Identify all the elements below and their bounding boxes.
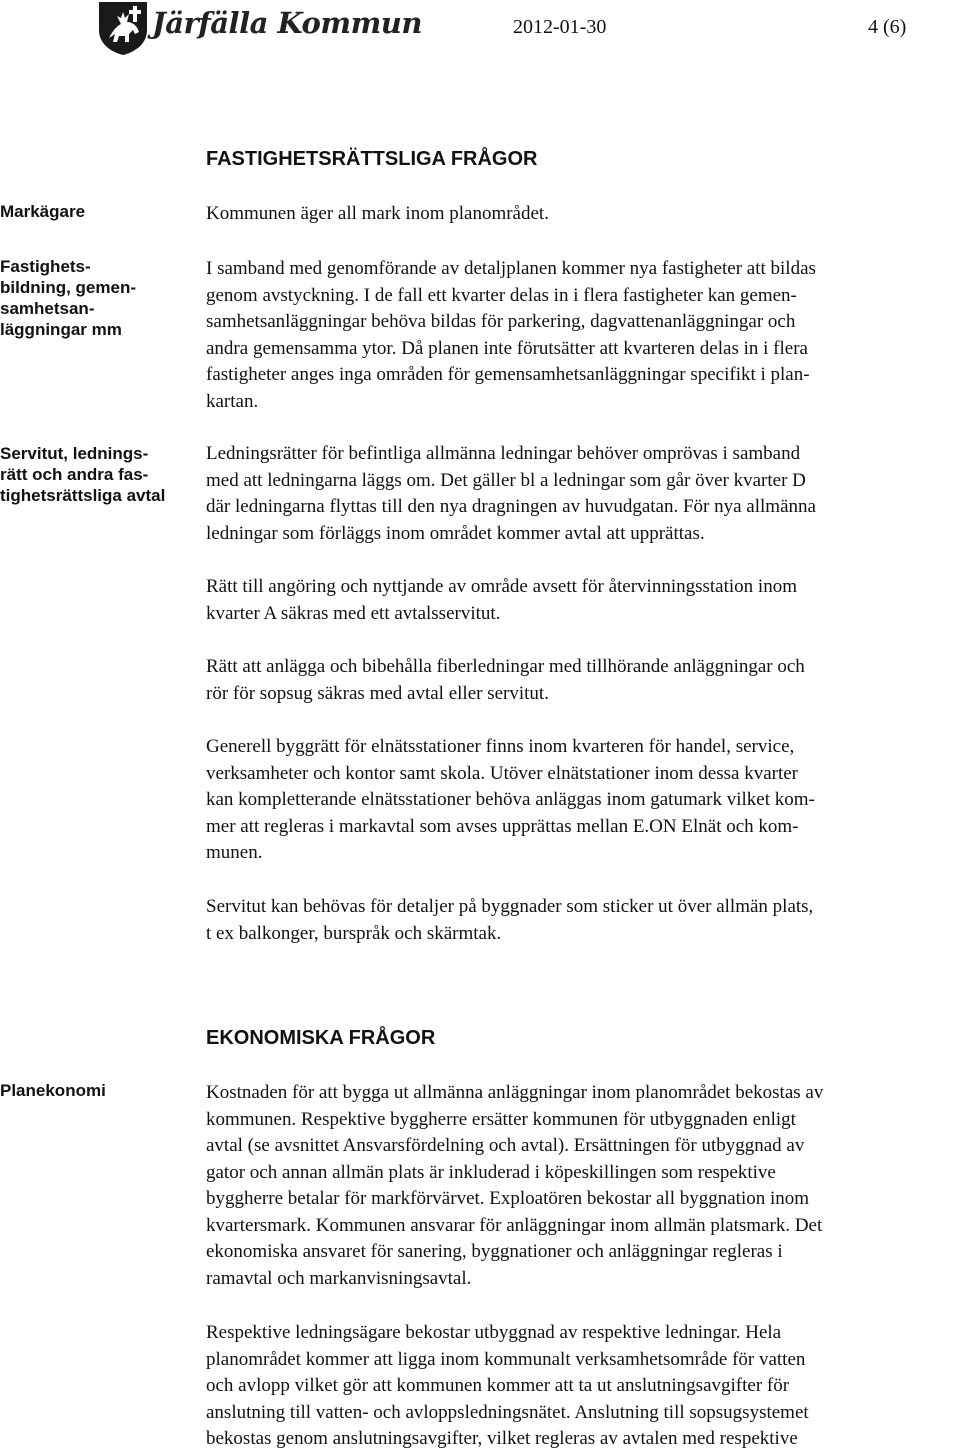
text-line: avtal (se avsnittet Ansvarsfördelning och avtal). Ersättningen för utbyggnad av	[206, 1135, 805, 1156]
paragraph-recycling-access	[206, 574, 958, 627]
sidebar-line: tighetsrättsliga avtal	[0, 486, 166, 505]
paragraph-plan-costs	[206, 1080, 958, 1292]
sidebar-label-fastighetsbildning	[0, 256, 200, 340]
text-line: kommunen. Respektive byggherre ersätter kommunen för utbyggnaden enligt	[206, 1108, 796, 1130]
sidebar-label-servitut	[0, 443, 200, 506]
sidebar-line: läggningar mm	[0, 320, 122, 339]
sidebar-label-markagare: Markägare	[0, 202, 86, 221]
text-line: munen.	[206, 842, 263, 863]
sidebar-line: Servitut, lednings-	[0, 444, 149, 463]
municipality-logo-wordmark: Järfälla Kommun	[152, 6, 422, 40]
text-line: Respektive ledningsägare bekostar utbyggnad av respektive ledningar. Hela	[206, 1322, 782, 1343]
text-line: Ledningsrätter för befintliga allmänna ledningar behöver omprövas i samband	[206, 443, 801, 464]
page-number: 4 (6)	[868, 16, 907, 38]
text-line: Rätt att anlägga och bibehålla fiberledningar med tillhörande anläggningar och	[206, 656, 805, 677]
sidebar-label-planekonomi: Planekonomi	[0, 1081, 106, 1100]
text-line: där ledningarna flyttas till den nya dragningen av huvudgatan. För nya allmänna	[206, 496, 816, 517]
text-line: med att ledningarna läggs om. Det gäller bl a ledningar som går över kvarter D	[206, 469, 806, 491]
paragraph-fiber-rights	[206, 654, 958, 707]
paragraph-utility-rights	[206, 441, 958, 547]
section-heading-ekonomiska: EKONOMISKA FRÅGOR	[206, 1027, 436, 1049]
text-line: rör för sopsug säkras med avtal eller servitut.	[206, 682, 549, 704]
text-line: bekostas genom anslutningsavgifter, vilket regleras av avtalen med respektive	[206, 1428, 798, 1449]
sidebar-line: Fastighets-	[0, 257, 91, 276]
text-line: ramavtal och markanvisningsavtal.	[206, 1267, 472, 1289]
text-line: kvartersmark. Kommunen ansvarar för anläggningar inom allmän platsmark. Det	[206, 1214, 823, 1236]
text-line: fastigheter anges inga områden för gemensamhetsanläggningar specifikt i plan-	[206, 364, 810, 385]
text-line: verksamheter och kontor samt skola. Utöver elnätstationer inom dessa kvarter	[206, 762, 798, 784]
paragraph-building-servitude	[206, 894, 958, 947]
text-line: Rätt till angöring och nyttjande av område avsett för återvinningsstation inom	[206, 576, 797, 597]
text-line: andra gemensamma ytor. Då planen inte förutsätter att kvarteren delas in i flera	[206, 337, 808, 359]
text-line: kvarter A säkras med ett avtalsservitut.	[206, 602, 501, 624]
text-line: ekonomiska ansvaret för sanering, byggnationer och anläggningar regleras i	[206, 1241, 783, 1262]
text-line: Kostnaden för att bygga ut allmänna anläggningar inom planområdet bekostas av	[206, 1082, 824, 1103]
text-line: gator och annan allmän plats är inkluderad i köpeskillingen som respektive	[206, 1161, 776, 1183]
text-line: kartan.	[206, 390, 259, 412]
text-line: och avlopp vilket gör att kommunen kommer att ta ut anslutningsavgifter för	[206, 1375, 790, 1396]
text-line: anslutning till vatten- och avloppsledningsnätet. Anslutning till sopsugsystemet	[206, 1401, 809, 1423]
text-line: samhetsanläggningar behöva bildas för parkering, dagvattenanläggningar och	[206, 311, 796, 332]
sidebar-line: samhetsan-	[0, 299, 95, 318]
text-line: Servitut kan behövas för detaljer på byggnader som sticker ut över allmän plats,	[206, 896, 814, 917]
document-date: 2012-01-30	[513, 16, 607, 38]
sidebar-line: rätt och andra fas-	[0, 465, 149, 484]
paragraph-mark-ownership	[206, 201, 958, 228]
text-line: t ex balkonger, burspråk och skärmtak.	[206, 922, 502, 944]
section-heading-fastighetsrattsliga: FASTIGHETSRÄTTSLIGA FRÅGOR	[206, 148, 538, 170]
text-line: planområdet kommer att ligga inom kommunalt verksamhetsområde för vatten	[206, 1348, 806, 1370]
text-line: Generell byggrätt för elnätsstationer finns inom kvarteren för handel, service,	[206, 736, 795, 757]
sidebar-line: bildning, gemen-	[0, 278, 136, 297]
text-line: kan kompletterande elnätsstationer behöva anläggas inom gatumark vilket kom-	[206, 789, 815, 810]
text-line: mer att regleras i markavtal som avses upprättas mellan E.ON Elnät och kom-	[206, 815, 799, 837]
paragraph-utility-owner-costs	[206, 1320, 958, 1453]
paragraph-property-formation	[206, 256, 958, 415]
municipality-crest-icon	[95, 0, 155, 56]
text-line: I samband med genomförande av detaljplanen kommer nya fastigheter att bildas	[206, 258, 816, 279]
text-line: ledningar som förläggs inom området kommer avtal att upprättas.	[206, 522, 705, 544]
paragraph-electrical-stations	[206, 734, 958, 867]
text-line: byggherre betalar för markförvärvet. Exploatören bekostar all byggnation inom	[206, 1188, 810, 1209]
text-line: genom avstyckning. I de fall ett kvarter delas in i flera fastigheter kan gemen-	[206, 284, 797, 306]
text-line: Kommunen äger all mark inom planområdet.	[206, 203, 549, 224]
